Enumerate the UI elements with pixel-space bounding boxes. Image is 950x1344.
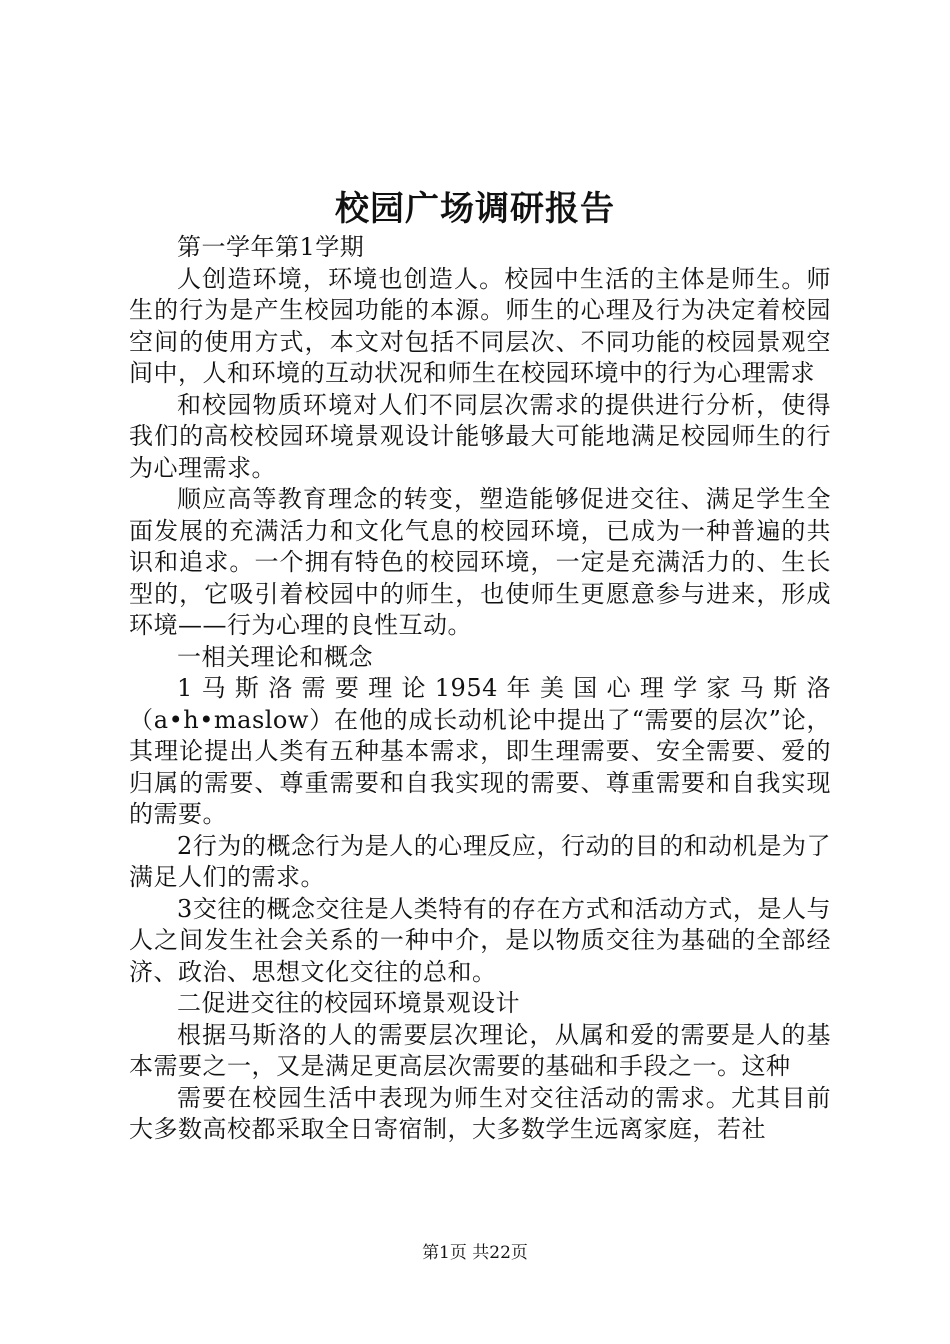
paragraph-behavior: 2行为的概念行为是人的心理反应，行动的目的和动机是为了满足人们的需求。	[129, 831, 831, 891]
paragraph-concept-shift: 顺应高等教育理念的转变，塑造能够促进交往、满足学生全面发展的充满活力和文化气息的校园环境，已成为一种普遍的共识和追求。一个拥有特色的校园环境，一定是充满活力的、生长型的，它吸引着校园中的师生，也使师生更愿意参与进来，形成环境——行为心理的良性互动。	[129, 485, 831, 639]
paragraph-campus-life: 需要在校园生活中表现为师生对交往活动的需求。尤其目前大多数高校都采取全日寄宿制，大多数学生远离家庭，若社	[129, 1083, 831, 1143]
paragraph-semester: 第一学年第1学期	[177, 233, 365, 261]
section-heading-theory: 一相关理论和概念	[177, 642, 373, 671]
paragraph-interaction: 3交往的概念交往是人类特有的存在方式和活动方式，是人与人之间发生社会关系的一种中介，是以物质交往为基础的全部经济、政治、思想文化交往的总和。	[129, 894, 831, 986]
paragraph-analysis: 和校园物质环境对人们不同层次需求的提供进行分析，使得我们的高校校园环境景观设计能够最大可能地满足校园师生的行为心理需求。	[129, 390, 831, 482]
paragraph-maslow: 1马斯洛需要理论1954年美国心理学家马斯洛（a•h•maslow）在他的成长动机论中提出了“需要的层次”论，其理论提出人类有五种基本需求，即生理需要、安全需要、爱的归属的需要、尊重需要和自我实现的需要、尊重需要和自我实现的需要。	[129, 674, 831, 828]
document-body	[129, 232, 831, 1146]
page-number: 第1页 共22页	[422, 1243, 528, 1263]
paragraph-intro: 人创造环境，环境也创造人。校园中生活的主体是师生。师生的行为是产生校园功能的本源。师生的心理及行为决定着校园空间的使用方式，本文对包括不同层次、不同功能的校园景观空间中，人和环境的互动状况和师生在校园环境中的行为心理需求	[129, 264, 831, 387]
document-title: 校园广场调研报告	[335, 189, 615, 229]
section-heading-design: 二促进交往的校园环境景观设计	[177, 989, 520, 1017]
paragraph-needs: 根据马斯洛的人的需要层次理论，从属和爱的需要是人的基本需要之一，又是满足更高层次需要的基础和手段之一。这种	[129, 1020, 831, 1080]
